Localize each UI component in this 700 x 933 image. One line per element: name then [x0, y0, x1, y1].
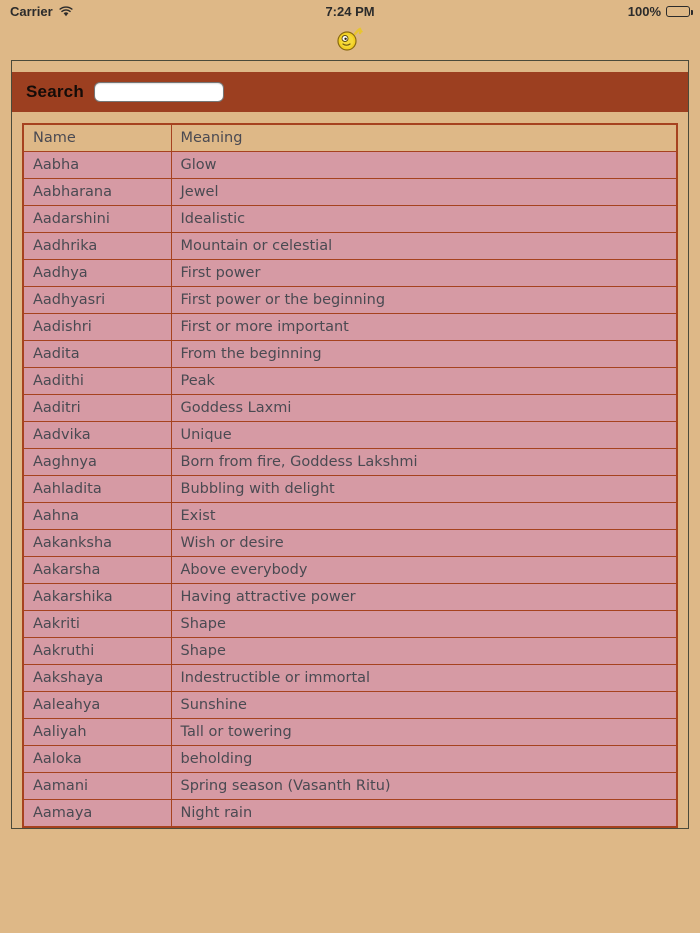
cell-name: Aakanksha — [23, 530, 171, 557]
column-header-meaning: Meaning — [171, 124, 677, 152]
carrier-label: Carrier — [10, 3, 53, 19]
column-header-name: Name — [23, 124, 171, 152]
cell-name: Aakshaya — [23, 665, 171, 692]
table-row[interactable] — [23, 800, 677, 828]
table-row[interactable] — [23, 746, 677, 773]
cell-meaning: First or more important — [171, 314, 677, 341]
cell-name: Aahladita — [23, 476, 171, 503]
table-row[interactable] — [23, 584, 677, 611]
cell-meaning: beholding — [171, 746, 677, 773]
cell-name: Aaleahya — [23, 692, 171, 719]
cell-meaning: Spring season (Vasanth Ritu) — [171, 773, 677, 800]
cell-meaning: Wish or desire — [171, 530, 677, 557]
table-row[interactable] — [23, 665, 677, 692]
cell-name: Aakriti — [23, 611, 171, 638]
cell-name: Aakruthi — [23, 638, 171, 665]
table-row[interactable] — [23, 152, 677, 179]
cell-meaning: Bubbling with delight — [171, 476, 677, 503]
cell-meaning: Goddess Laxmi — [171, 395, 677, 422]
status-bar-left — [10, 4, 325, 19]
table-row[interactable] — [23, 476, 677, 503]
cell-meaning: Jewel — [171, 179, 677, 206]
table-row[interactable] — [23, 503, 677, 530]
table-row[interactable] — [23, 314, 677, 341]
cell-name: Aabha — [23, 152, 171, 179]
cell-name: Aaditri — [23, 395, 171, 422]
table-row[interactable] — [23, 368, 677, 395]
yellow-bomb-smiley-icon — [335, 26, 365, 52]
clock: 7:24 PM — [325, 3, 375, 19]
cell-meaning: Tall or towering — [171, 719, 677, 746]
table-row[interactable] — [23, 179, 677, 206]
table-header-row — [23, 124, 677, 152]
cell-meaning: Unique — [171, 422, 677, 449]
table-row[interactable] — [23, 206, 677, 233]
bottom-spacer — [12, 112, 688, 123]
cell-meaning: Indestructible or immortal — [171, 665, 677, 692]
table-row[interactable] — [23, 287, 677, 314]
cell-meaning: Sunshine — [171, 692, 677, 719]
cell-name: Aabharana — [23, 179, 171, 206]
cell-name: Aadithi — [23, 368, 171, 395]
names-table — [22, 123, 678, 828]
cell-name: Aahna — [23, 503, 171, 530]
cell-meaning: Having attractive power — [171, 584, 677, 611]
table-row[interactable] — [23, 530, 677, 557]
cell-meaning: From the beginning — [171, 341, 677, 368]
top-spacer — [12, 61, 688, 72]
cell-meaning: Mountain or celestial — [171, 233, 677, 260]
cell-meaning: Glow — [171, 152, 677, 179]
cell-meaning: Exist — [171, 503, 677, 530]
table-row[interactable] — [23, 395, 677, 422]
cell-meaning: First power — [171, 260, 677, 287]
cell-name: Aadhyasri — [23, 287, 171, 314]
search-input[interactable] — [94, 82, 224, 102]
table-row[interactable] — [23, 611, 677, 638]
table-row[interactable] — [23, 638, 677, 665]
table-row[interactable] — [23, 449, 677, 476]
table-row[interactable] — [23, 692, 677, 719]
wifi-icon — [59, 6, 73, 17]
search-bar — [12, 72, 688, 112]
battery-full-icon — [666, 6, 690, 17]
cell-meaning: Shape — [171, 611, 677, 638]
cell-name: Aadvika — [23, 422, 171, 449]
table-container — [12, 123, 688, 828]
cell-name: Aadita — [23, 341, 171, 368]
cell-meaning: Shape — [171, 638, 677, 665]
table-row[interactable] — [23, 260, 677, 287]
cell-name: Aadhya — [23, 260, 171, 287]
table-row[interactable] — [23, 557, 677, 584]
cell-name: Aaliyah — [23, 719, 171, 746]
cell-meaning: Born from fire, Goddess Lakshmi — [171, 449, 677, 476]
emoji-decoration — [0, 22, 700, 56]
table-row[interactable] — [23, 341, 677, 368]
cell-meaning: Night rain — [171, 800, 677, 828]
table-body — [23, 152, 677, 828]
cell-meaning: Peak — [171, 368, 677, 395]
cell-name: Aamani — [23, 773, 171, 800]
table-row[interactable] — [23, 719, 677, 746]
cell-name: Aaghnya — [23, 449, 171, 476]
table-row[interactable] — [23, 233, 677, 260]
cell-meaning: Above everybody — [171, 557, 677, 584]
cell-name: Aakarshika — [23, 584, 171, 611]
cell-name: Aaloka — [23, 746, 171, 773]
status-bar-right — [375, 4, 690, 19]
cell-name: Aadhrika — [23, 233, 171, 260]
cell-name: Aamaya — [23, 800, 171, 828]
cell-name: Aakarsha — [23, 557, 171, 584]
search-label: Search — [26, 82, 84, 101]
table-row[interactable] — [23, 422, 677, 449]
status-bar — [0, 0, 700, 22]
table-row[interactable] — [23, 773, 677, 800]
content-container — [11, 60, 689, 829]
cell-name: Aadishri — [23, 314, 171, 341]
cell-meaning: First power or the beginning — [171, 287, 677, 314]
cell-name: Aadarshini — [23, 206, 171, 233]
battery-percent-label: 100% — [627, 3, 662, 19]
cell-meaning: Idealistic — [171, 206, 677, 233]
table-head — [23, 124, 677, 152]
